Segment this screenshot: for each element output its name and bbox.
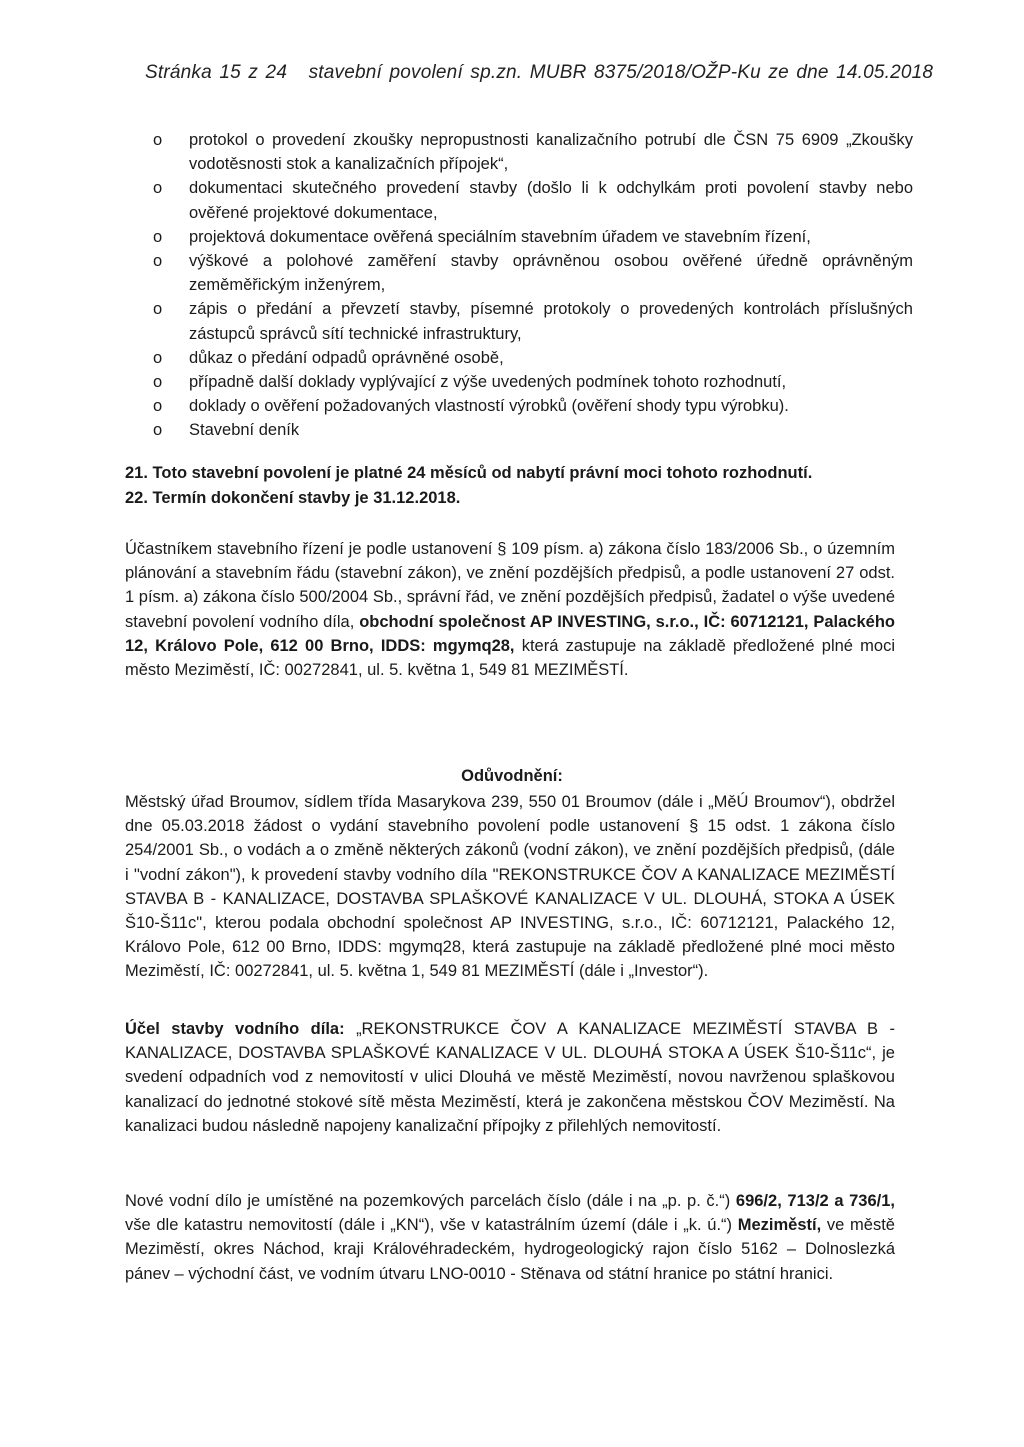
bullet-marker: o — [153, 348, 163, 367]
list-item — [153, 370, 913, 394]
list-item-text: důkaz o předání odpadů oprávněné osobě, — [189, 348, 504, 367]
cadastral-area: Meziměstí, — [737, 1216, 822, 1235]
purpose-paragraph — [125, 1017, 895, 1138]
list-item-text: dokumentaci skutečného provedení stavby (došlo li k odchylkám proti povolení stavby nebo ověřené projektové dokumentace, — [189, 179, 913, 222]
list-item — [153, 346, 913, 370]
permit-reference: stavební povolení sp.zn. MUBR 8375/2018/OŽP-Ku ze dne 14.05.2018 — [308, 62, 934, 83]
list-item-text: zápis o předání a převzetí stavby, písemné protokoly o provedených kontrolách příslušných zástupců správců sítí technické infrastruktury, — [189, 300, 913, 343]
location-text-1: Nové vodní dílo je umístěné na pozemkových parcelách číslo (dále i na „p. p. č.“) — [125, 1192, 731, 1210]
parcel-numbers: 696/2, 713/2 a 736/1, — [735, 1192, 896, 1210]
required-documents-list — [153, 128, 913, 443]
purpose-text: „REKONSTRUKCE ČOV A KANALIZACE MEZIMĚSTÍ STAVBA B - KANALIZACE, DOSTAVBA SPLAŠKOVÉ KANALIZACE V UL. DLOUHÁ STOKA A ÚSEK Š10-Š11c“, je svedení odpadních vod z nemovitostí v ulici Dlouhá ve městě Meziměstí, novou navrženou splaškovou kanalizací do jednotné stokové sítě města Meziměstí, která je zakončena městskou ČOV Meziměstí. Na kanalizaci budou následně napojeny kanalizační přípojky z přilehlých nemovitostí. — [125, 1020, 895, 1135]
page-header — [145, 62, 933, 84]
list-item — [153, 297, 913, 345]
list-item-text: Stavební deník — [189, 421, 300, 440]
list-item — [153, 176, 913, 224]
purpose-label: Účel stavby vodního díla: — [125, 1020, 345, 1038]
participant-text: Účastníkem stavebního řízení je podle ustanovení § 109 písm. a) zákona číslo 183/2006 Sb., o územním plánování a stavebním řádu (stavební zákon), ve znění pozdějších předpisů, a podle ustanovení 27 odst. 1 písm. a) zákona číslo 500/2004 Sb., správní řád, ve znění pozdějších předpisů, žadatel o výše uvedené stavební povolení vodního díla, — [125, 540, 895, 631]
list-item-text: případně další doklady vyplývající z výše uvedených podmínek tohoto rozhodnutí, — [189, 373, 787, 392]
condition-21: 21. Toto stavební povolení je platné 24 měsíců od nabytí právní moci tohoto rozhodnutí. — [125, 464, 813, 482]
bullet-marker: o — [153, 397, 163, 416]
bullet-marker: o — [153, 300, 163, 319]
justification-paragraph: Městský úřad Broumov, sídlem třída Masarykova 239, 550 01 Broumov (dále i „MěÚ Broumov“), obdržel dne 05.03.2018 žádost o vydání stavebního povolení podle ustanovení § 15 odst. 1 zákona číslo 254/2001 Sb., o vodách a o změně některých zákonů (vodní zákon), ve znění pozdějších předpisů, (dále i "vodní zákon"), k provedení stavby vodního díla "REKONSTRUKCE ČOV A KANALIZACE MEZIMĚSTÍ STAVBA B - KANALIZACE, DOSTAVBA SPLAŠKOVÉ KANALIZACE V UL. DLOUHÁ, STOKA A ÚSEK Š10-Š11c", kterou podala obchodní společnost AP INVESTING, s.r.o., IČ: 60712121, Palackého 12, Královo Pole, 612 00 Brno, IDDS: mgymq28, která zastupuje na základě předložené plné moci město Meziměstí, IČ: 00272841, ul. 5. května 1, 549 81 MEZIMĚSTÍ (dále i „Investor“). — [125, 793, 895, 981]
applicant-company: obchodní společnost AP INVESTING, s.r.o., IČ: 60712121, Palackého 12, Královo Pole, 612 00 Brno, IDDS: mgymq28, — [125, 612, 895, 655]
page-number: Stránka 15 z 24 — [145, 62, 288, 83]
list-item — [153, 394, 913, 418]
justification-heading: Odůvodnění: — [461, 767, 563, 785]
list-item-text: doklady o ověření požadovaných vlastností výrobků (ověření shody typu výrobku). — [189, 397, 789, 416]
bullet-marker: o — [153, 421, 163, 440]
list-item — [153, 128, 913, 176]
bullet-marker: o — [153, 252, 163, 271]
location-text-2: vše dle katastru nemovitostí (dále i „KN“), vše v katastrálním území (dále i „k. ú.“) — [125, 1216, 733, 1235]
condition-22: 22. Termín dokončení stavby je 31.12.2018. — [125, 489, 461, 507]
location-text-3: ve městě Meziměstí, okres Náchod, kraji Královéhradeckém, hydrogeologický rajon číslo 5162 – Dolnoslezká pánev – východní část, ve vodním útvaru LNO-0010 - Stěnava od státní hranice po státní hranici. — [125, 1216, 895, 1283]
list-item-text: výškové a polohové zaměření stavby oprávněnou osobou ověřené úředně oprávněným zeměměřickým inženýrem, — [189, 252, 913, 295]
list-item-text: projektová dokumentace ověřená speciálním stavebním úřadem ve stavebním řízení, — [189, 227, 811, 246]
list-item-text: protokol o provedení zkoušky nepropustnosti kanalizačního potrubí dle ČSN 75 6909 „Zkoušky vodotěsnosti stok a kanalizačních přípojek“, — [189, 131, 913, 174]
list-item — [153, 418, 913, 442]
bullet-marker: o — [153, 227, 163, 246]
bullet-marker: o — [153, 179, 163, 198]
participant-tail: která zastupuje na základě předložené plné moci město Meziměstí, IČ: 00272841, ul. 5. května 1, 549 81 MEZIMĚSTÍ. — [125, 636, 895, 680]
bullet-marker: o — [153, 131, 163, 149]
list-item — [153, 225, 913, 249]
location-paragraph — [125, 1189, 895, 1286]
bullet-marker: o — [153, 373, 163, 392]
participant-paragraph — [125, 537, 895, 682]
list-item — [153, 249, 913, 297]
